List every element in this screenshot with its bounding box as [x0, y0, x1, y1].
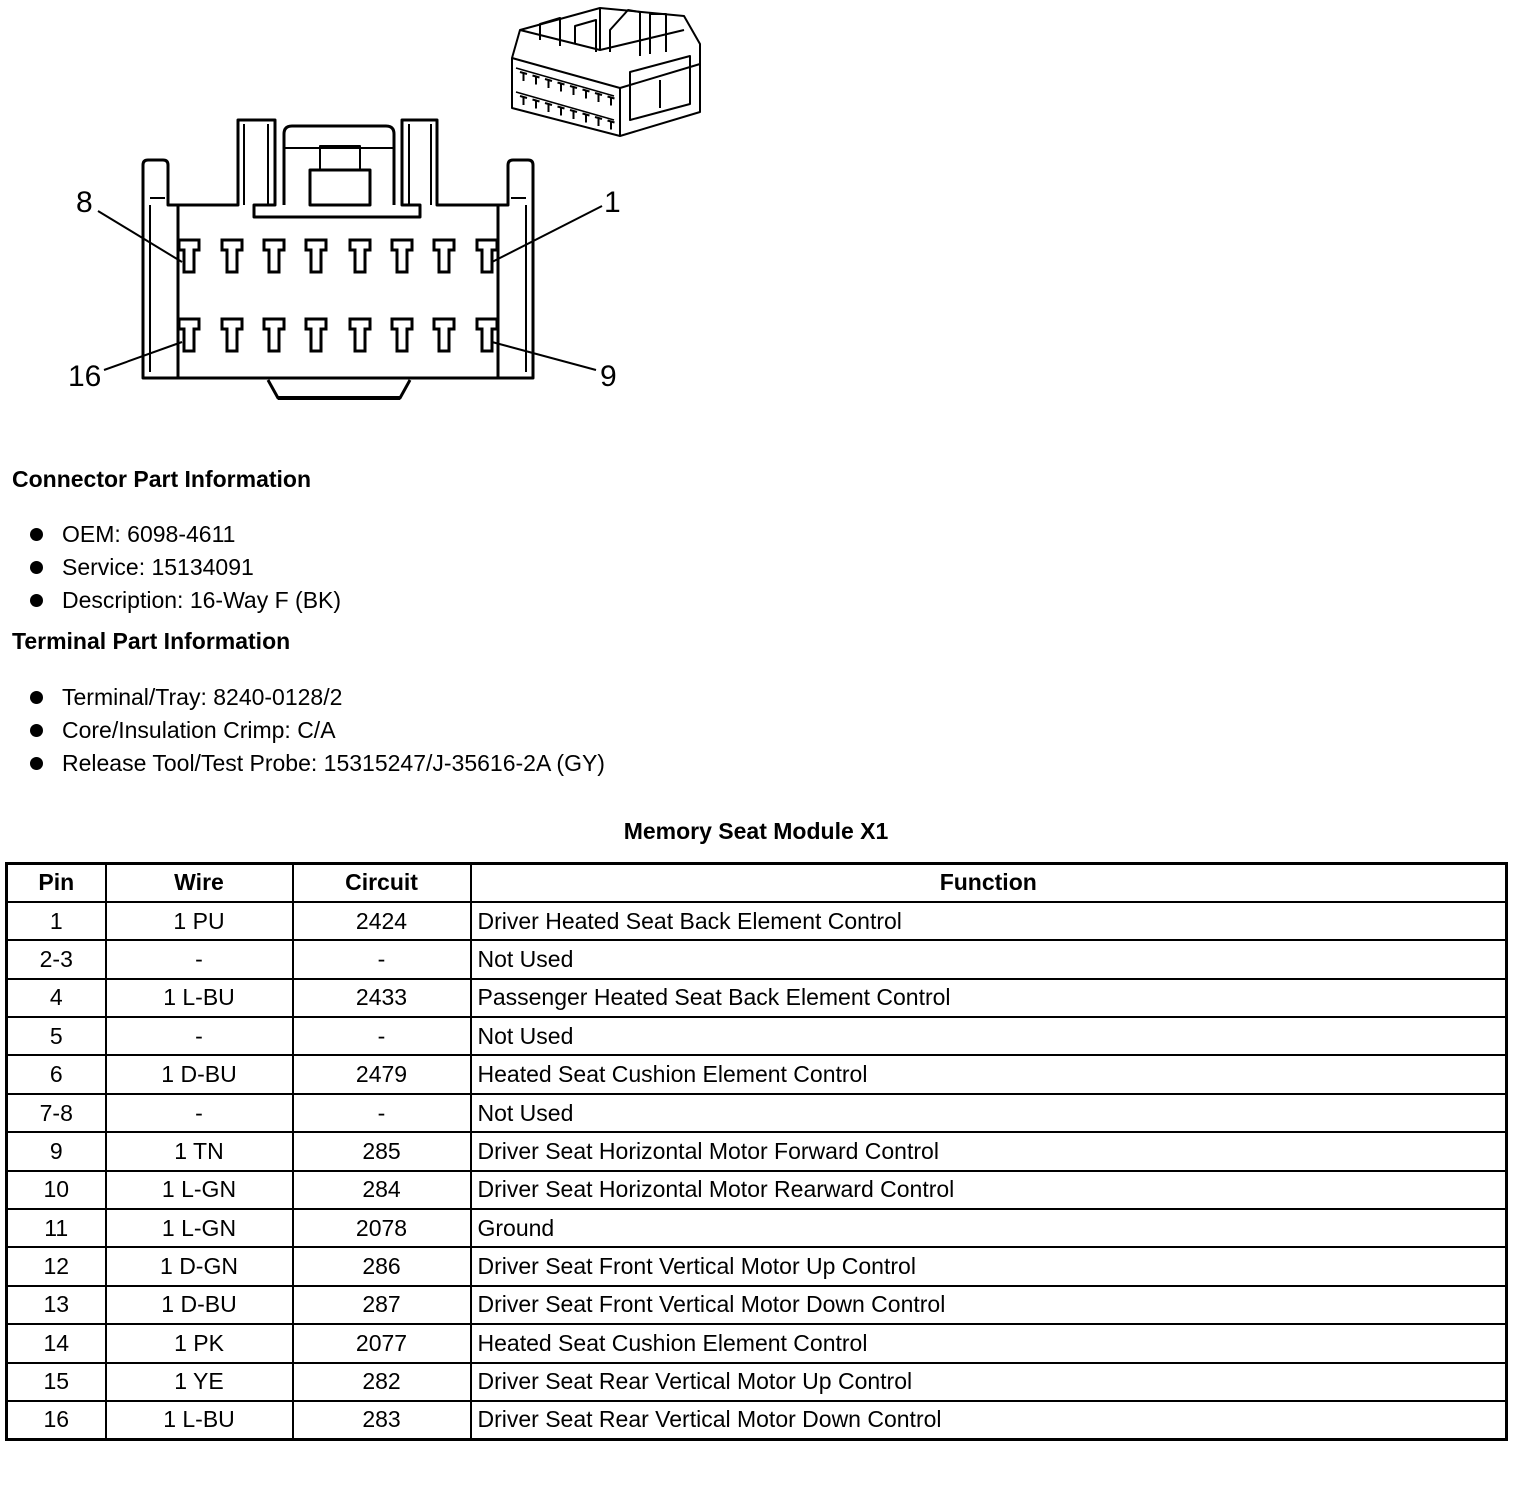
- terminal-cavity: [306, 319, 326, 351]
- list-item: Core/Insulation Crimp: C/A: [28, 714, 605, 747]
- cell-circuit: 2077: [293, 1324, 471, 1362]
- cell-circuit: 286: [293, 1247, 471, 1285]
- cell-function: Driver Seat Rear Vertical Motor Up Control: [471, 1363, 1507, 1401]
- table-row: [7, 1401, 1507, 1439]
- table-row: [7, 1324, 1507, 1362]
- table-row: [7, 902, 1507, 940]
- terminal-cavity: [179, 319, 199, 351]
- terminal-cavity: [306, 240, 326, 272]
- terminal-cavity: [350, 240, 370, 272]
- cell-circuit: 284: [293, 1171, 471, 1209]
- terminal-cavity: [477, 319, 497, 351]
- table-row: [7, 979, 1507, 1017]
- list-item: Terminal/Tray: 8240-0128/2: [28, 681, 605, 714]
- bullet-icon: [30, 528, 43, 541]
- connector-info-list: [28, 518, 341, 617]
- cell-function: Heated Seat Cushion Element Control: [471, 1324, 1507, 1362]
- cell-pin: 7-8: [7, 1094, 106, 1132]
- cell-pin: 1: [7, 902, 106, 940]
- pin-label-1: 1: [604, 186, 621, 219]
- table-row: [7, 1094, 1507, 1132]
- table-row: [7, 1171, 1507, 1209]
- cell-circuit: -: [293, 1017, 471, 1055]
- list-item: Description: 16-Way F (BK): [28, 584, 341, 617]
- table-header-row: [7, 864, 1507, 902]
- cell-wire: 1 L-BU: [106, 1401, 293, 1439]
- header-circuit: Circuit: [293, 864, 471, 902]
- list-item: Service: 15134091: [28, 551, 341, 584]
- cell-function: Heated Seat Cushion Element Control: [471, 1055, 1507, 1093]
- table-row: [7, 940, 1507, 978]
- list-item: OEM: 6098-4611: [28, 518, 341, 551]
- cell-circuit: 282: [293, 1363, 471, 1401]
- cell-circuit: 2479: [293, 1055, 471, 1093]
- cell-wire: 1 L-BU: [106, 979, 293, 1017]
- cell-function: Not Used: [471, 1017, 1507, 1055]
- cell-circuit: 2078: [293, 1209, 471, 1247]
- pin-label-9: 9: [600, 360, 617, 393]
- terminal-cavity: [264, 319, 284, 351]
- terminal-cavity: [222, 240, 242, 272]
- bullet-icon: [30, 561, 43, 574]
- cell-wire: -: [106, 940, 293, 978]
- cell-wire: 1 PK: [106, 1324, 293, 1362]
- connector-section-title: Connector Part Information: [12, 466, 312, 492]
- terminal-cavities: [179, 240, 497, 351]
- connector-bottom-key: [268, 380, 410, 398]
- table-row: [7, 1209, 1507, 1247]
- bullet-icon: [30, 691, 43, 704]
- table-title: Memory Seat Module X1: [623, 818, 889, 844]
- cell-wire: 1 D-BU: [106, 1286, 293, 1324]
- cell-wire: 1 PU: [106, 902, 293, 940]
- cell-circuit: -: [293, 940, 471, 978]
- header-wire: Wire: [106, 864, 293, 902]
- bullet-icon: [30, 724, 43, 737]
- header-pin: Pin: [7, 864, 106, 902]
- terminal-cavity: [392, 319, 412, 351]
- bullet-icon: [30, 594, 43, 607]
- cell-pin: 10: [7, 1171, 106, 1209]
- table-row: [7, 1017, 1507, 1055]
- bullet-icon: [30, 757, 43, 770]
- terminal-section-title: Terminal Part Information: [12, 628, 291, 654]
- table-row: [7, 1363, 1507, 1401]
- terminal-cavity: [392, 240, 412, 272]
- cell-circuit: 2433: [293, 979, 471, 1017]
- cell-function: Driver Seat Horizontal Motor Rearward Control: [471, 1171, 1507, 1209]
- cell-function: Ground: [471, 1209, 1507, 1247]
- cell-function: Driver Seat Horizontal Motor Forward Control: [471, 1132, 1507, 1170]
- cell-function: Driver Seat Front Vertical Motor Down Control: [471, 1286, 1507, 1324]
- table-row: [7, 1286, 1507, 1324]
- cell-pin: 14: [7, 1324, 106, 1362]
- cell-pin: 15: [7, 1363, 106, 1401]
- cell-pin: 2-3: [7, 940, 106, 978]
- cell-function: Not Used: [471, 940, 1507, 978]
- terminal-cavity: [477, 240, 497, 272]
- terminal-cavity: [434, 240, 454, 272]
- cell-pin: 4: [7, 979, 106, 1017]
- cell-circuit: 285: [293, 1132, 471, 1170]
- terminal-info-list: [28, 681, 605, 780]
- cell-wire: -: [106, 1017, 293, 1055]
- cell-wire: 1 L-GN: [106, 1209, 293, 1247]
- pin-label-16: 16: [68, 360, 102, 393]
- connector-latch: [284, 126, 394, 205]
- cell-circuit: 283: [293, 1401, 471, 1439]
- cell-pin: 13: [7, 1286, 106, 1324]
- connector-diagram: [0, 0, 720, 420]
- table-row: [7, 1055, 1507, 1093]
- cell-pin: 6: [7, 1055, 106, 1093]
- cell-wire: 1 D-GN: [106, 1247, 293, 1285]
- pinout-table: [5, 862, 1508, 1441]
- terminal-cavity: [179, 240, 199, 272]
- connector-perspective-view: [512, 8, 700, 136]
- cell-pin: 16: [7, 1401, 106, 1439]
- cell-wire: 1 L-GN: [106, 1171, 293, 1209]
- cell-pin: 12: [7, 1247, 106, 1285]
- cell-circuit: 2424: [293, 902, 471, 940]
- header-function: Function: [471, 864, 1507, 902]
- terminal-cavity: [264, 240, 284, 272]
- cell-pin: 5: [7, 1017, 106, 1055]
- terminal-cavity: [350, 319, 370, 351]
- cell-pin: 9: [7, 1132, 106, 1170]
- cell-wire: 1 D-BU: [106, 1055, 293, 1093]
- cell-function: Driver Heated Seat Back Element Control: [471, 902, 1507, 940]
- cell-wire: -: [106, 1094, 293, 1132]
- cell-circuit: -: [293, 1094, 471, 1132]
- cell-circuit: 287: [293, 1286, 471, 1324]
- terminal-cavity: [222, 319, 242, 351]
- cell-wire: 1 YE: [106, 1363, 293, 1401]
- cell-wire: 1 TN: [106, 1132, 293, 1170]
- cell-function: Driver Seat Front Vertical Motor Up Control: [471, 1247, 1507, 1285]
- cell-function: Driver Seat Rear Vertical Motor Down Control: [471, 1401, 1507, 1439]
- cell-function: Passenger Heated Seat Back Element Control: [471, 979, 1507, 1017]
- terminal-cavity: [434, 319, 454, 351]
- pin-label-8: 8: [76, 186, 93, 219]
- table-row: [7, 1247, 1507, 1285]
- list-item: Release Tool/Test Probe: 15315247/J-35616-2A (GY): [28, 747, 605, 780]
- cell-pin: 11: [7, 1209, 106, 1247]
- cell-function: Not Used: [471, 1094, 1507, 1132]
- table-row: [7, 1132, 1507, 1170]
